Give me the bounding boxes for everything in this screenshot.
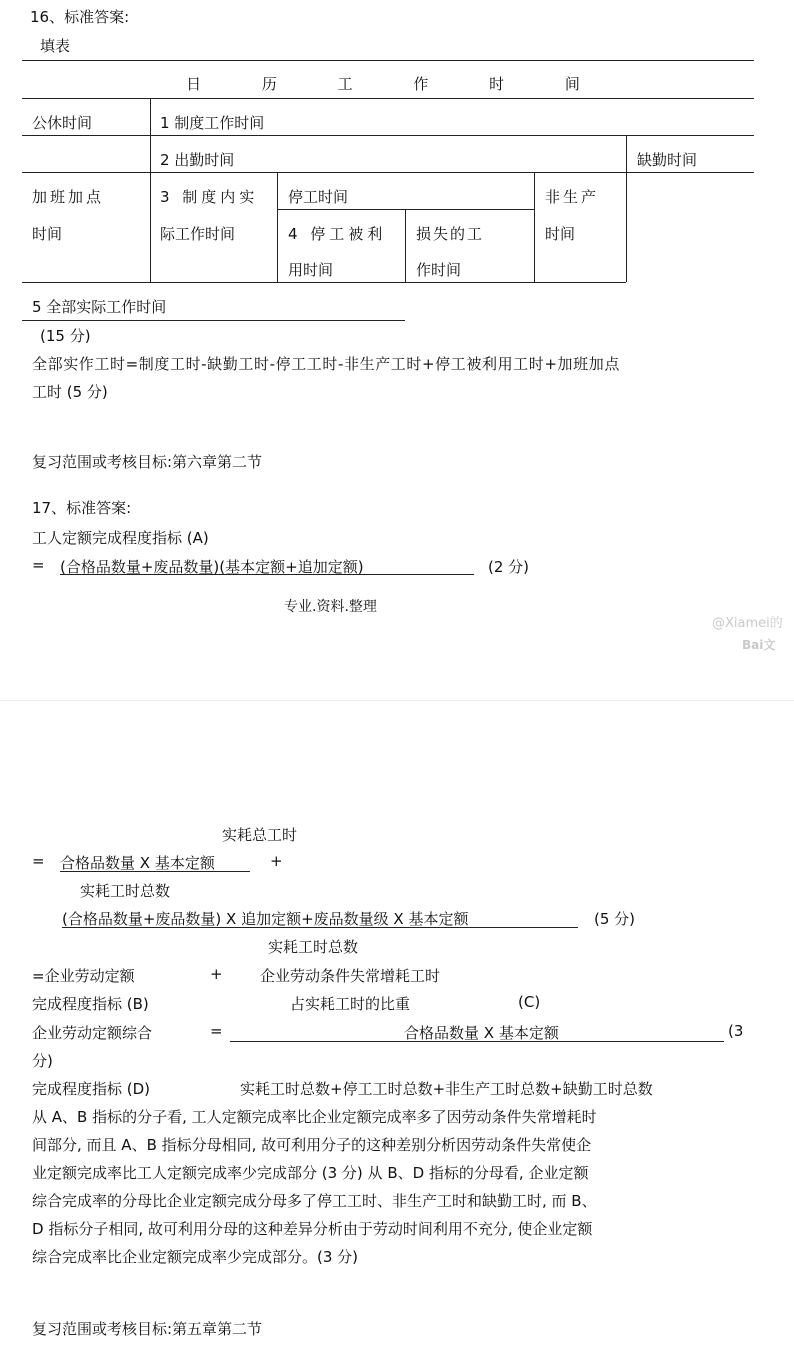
q17-score-d-cont: 分) bbox=[32, 1052, 53, 1070]
table-rule bbox=[22, 172, 754, 173]
plus-sign: + bbox=[270, 852, 283, 870]
table-rule bbox=[405, 209, 406, 282]
cell-downtime: 停工时间 bbox=[288, 188, 349, 206]
q16-formula-cont: 工时 (5 分) bbox=[32, 383, 108, 401]
q17-fraction-num: (合格品数量+废品数量)(基本定额+追加定额) bbox=[60, 558, 364, 576]
q17-score-d: (3 bbox=[728, 1022, 744, 1040]
q17-heading: 17、标准答案: bbox=[32, 499, 132, 517]
page-footer: 专业.资料.整理 bbox=[284, 599, 377, 615]
fraction-den: 实耗总工时 bbox=[222, 826, 298, 844]
fraction-den: 实耗工时总数 bbox=[80, 882, 171, 900]
q17-c-label: 企业劳动条件失常增耗工时 bbox=[260, 967, 441, 985]
cell-public-rest: 公休时间 bbox=[32, 114, 93, 132]
q16-score: (15 分) bbox=[40, 327, 91, 345]
q17-eq-3: = bbox=[210, 1022, 223, 1040]
fraction-den: 实耗工时总数 bbox=[268, 938, 359, 956]
analysis-line: 间部分, 而且 A、B 指标分母相同, 故可利用分子的这种差别分析因劳动条件失常使企 bbox=[32, 1136, 592, 1154]
analysis-line: D 指标分子相同, 故可利用分母的这种差异分析由于劳动时间利用不充分, 使企业定额 bbox=[32, 1220, 593, 1238]
plus-sign: + bbox=[210, 965, 223, 983]
q16-subtitle: 填表 bbox=[40, 37, 71, 55]
q17-scope: 复习范围或考核目标:第五章第二节 bbox=[32, 1320, 263, 1338]
cell-nonprod-2: 时间 bbox=[545, 225, 576, 243]
page-break bbox=[0, 700, 794, 701]
q17-d-index: 完成程度指标 (D) bbox=[32, 1080, 151, 1098]
q17-score-a: (2 分) bbox=[488, 558, 530, 576]
q16-heading: 16、标准答案: bbox=[30, 8, 130, 26]
table-rule bbox=[22, 98, 754, 99]
fraction-num: 合格品数量 X 基本定额 bbox=[404, 1024, 559, 1042]
q17-index-a: 工人定额完成程度指标 (A) bbox=[32, 529, 209, 547]
q17-d-label: 企业劳动定额综合 bbox=[32, 1024, 153, 1042]
cell-attendance: 2 出勤时间 bbox=[160, 151, 235, 169]
table-rule bbox=[22, 320, 405, 321]
q17-eq-2: = bbox=[32, 852, 45, 870]
cell-inner: 3 制度内实 bbox=[160, 188, 259, 206]
table-rule bbox=[150, 98, 151, 282]
cell-lost: 损失的工 bbox=[416, 225, 485, 243]
q17-b-index: 完成程度指标 (B) bbox=[32, 995, 149, 1013]
fraction-den: 实耗工时总数+停工工时总数+非生产工时总数+缺勤工时总数 bbox=[240, 1080, 653, 1098]
q17-c-share: 占实耗工时的比重 bbox=[290, 995, 411, 1013]
q17-eq: = bbox=[32, 556, 45, 574]
cell-overtime: 加班加点 bbox=[32, 188, 105, 206]
watermark-text: @Xiamei的 bbox=[712, 616, 783, 631]
table-header: 日 历 工 作 时 间 bbox=[186, 75, 608, 93]
fraction-bar bbox=[60, 871, 250, 872]
analysis-line: 业定额完成率比工人定额完成率少完成部分 (3 分) 从 B、D 指标的分母看, 企业定额 bbox=[32, 1164, 589, 1182]
fraction-bar bbox=[62, 927, 578, 928]
cell-inner-2: 际工作时间 bbox=[160, 225, 236, 243]
cell-total-actual: 5 全部实际工作时间 bbox=[32, 298, 167, 316]
analysis-line: 综合完成率比企业定额完成率少完成部分。(3 分) bbox=[32, 1248, 359, 1266]
table-rule bbox=[22, 282, 626, 283]
q16-formula: 全部实作工时=制度工时-缺勤工时-停工工时-非生产工时+停工被利用工时+加班加点 bbox=[32, 355, 620, 373]
q17-score-b: (5 分) bbox=[594, 910, 636, 928]
q16-scope: 复习范围或考核目标:第六章第二节 bbox=[32, 453, 263, 471]
table-rule bbox=[534, 172, 535, 282]
analysis-line: 综合完成率的分母比企业定额完成分母多了停工工时、非生产工时和缺勤工时, 而 B、 bbox=[32, 1192, 597, 1210]
fraction-num: 合格品数量 X 基本定额 bbox=[60, 854, 215, 872]
cell-absence: 缺勤时间 bbox=[637, 151, 698, 169]
table-rule bbox=[22, 135, 754, 136]
table-rule bbox=[626, 135, 627, 282]
watermark-logo: Bai文 bbox=[742, 638, 776, 652]
fraction-num: (合格品数量+废品数量) X 追加定额+废品数量级 X 基本定额 bbox=[62, 910, 469, 928]
cell-used: 4 停工被利 bbox=[288, 225, 387, 243]
cell-institutional: 1 制度工作时间 bbox=[160, 114, 265, 132]
fraction-bar bbox=[60, 574, 474, 575]
q17-b-label: =企业劳动定额 bbox=[32, 967, 135, 985]
cell-nonprod: 非生产 bbox=[545, 188, 600, 206]
table-rule bbox=[277, 172, 278, 282]
q17-c-index: (C) bbox=[518, 993, 541, 1011]
table-rule bbox=[22, 60, 754, 61]
cell-lost-2: 作时间 bbox=[416, 261, 462, 279]
cell-used-2: 用时间 bbox=[288, 261, 334, 279]
fraction-bar bbox=[230, 1041, 724, 1042]
cell-overtime-2: 时间 bbox=[32, 225, 63, 243]
analysis-line: 从 A、B 指标的分子看, 工人定额完成率比企业定额完成率多了因劳动条件失常增耗时 bbox=[32, 1108, 597, 1126]
